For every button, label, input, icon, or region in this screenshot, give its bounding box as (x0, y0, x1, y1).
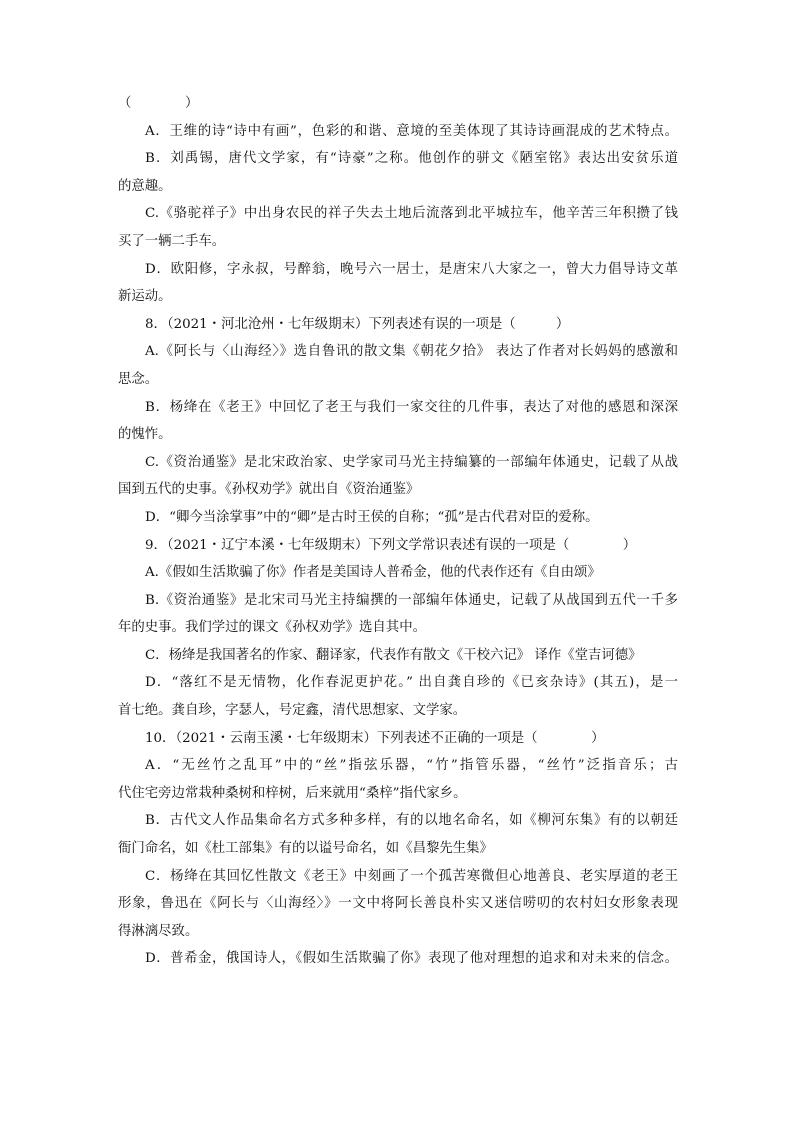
text-line: B．刘禹锡，唐代文学家，有“诗豪”之称。他创作的骈文《陋室铭》表达出安贫乐道 (145, 151, 678, 167)
text-line: 得淋漓尽致。 (118, 923, 199, 939)
text-line: 衙门命名，如《杜工部集》有的以谥号命名，如《昌黎先生集》 (118, 841, 493, 857)
text-line: D．普希金，俄国诗人，《假如生活欺骗了你》表现了他对理想的追求和对未来的信念。 (145, 951, 678, 967)
text-line: 首七绝。龚自珍，字瑟人，号定鑫，清代思想家、文学家。 (118, 703, 467, 719)
text-line: 形象，鲁迅在《阿长与〈山海经〉》一文中将阿长善良朴实又迷信唠叨的农村妇女形象表现 (118, 896, 678, 912)
text-line: D．欧阳修，字永叔，号醉翁，晚号六一居士，是唐宋八大家之一，曾大力倡导诗文革 (145, 261, 678, 277)
text-line: 代住宅旁边常栽种桑树和梓树，后来就用“桑梓”指代家乡。 (118, 785, 467, 801)
text-line: 的愧怍。 (118, 427, 172, 443)
text-line: D．“落红不是无情物，化作春泥更护花。” 出自龚自珍的《已亥杂诗》(其五)，是一 (145, 675, 678, 691)
text-line: 思念。 (118, 371, 159, 387)
text-line: C．杨绛在其回忆性散文《老王》中刻画了一个孤苦寒微但心地善良、老实厚道的老王 (145, 868, 678, 884)
text-line: C.《骆驼祥子》中出身农民的祥子失去土地后流落到北平城拉车，他辛苦三年积攒了钱 (145, 206, 678, 222)
text-line: A.《阿长与〈山海经〉》选自鲁讯的散文集《朝花夕拾》 表达了作者对长妈妈的感激和 (145, 344, 678, 360)
text-line: 10．（2021・云南玉溪・七年级期末）下列表述不正确的一项是（ ） (145, 730, 605, 746)
text-line: A.《假如生活欺骗了你》作者是美国诗人普希金，他的代表作还有《自由颂》 (145, 565, 601, 581)
document-page (118, 90, 678, 973)
text-line: B．杨绛在《老王》中回忆了老王与我们一家交往的几件事，表达了对他的感恩和深深 (145, 399, 678, 415)
text-line: D．“卿今当涂掌事”中的“卿”是古时王侯的自称；“孤”是古代君对臣的爱称。 (145, 509, 599, 525)
text-line: 买了一辆二手车。 (118, 233, 226, 249)
text-line: 年的史事。我们学过的课文《孙权劝学》选自其中。 (118, 620, 426, 636)
text-line: 8．（2021・河北沧州・七年级期末）下列表述有误的一项是（ ） (145, 316, 570, 332)
text-line: C．杨绛是我国著名的作家、翻译家，代表作有散文《干校六记》 译作《堂吉诃德》 (145, 647, 642, 663)
text-line: 新运动。 (118, 289, 172, 305)
text-line: C.《资治通鉴》是北宋政治家、史学家司马光主持编纂的一部编年体通史，记载了从战 (145, 454, 678, 470)
text-line: 9．（2021・辽宁本溪・七年级期末）下列文学常识表述有误的一项是（ ） (145, 537, 637, 553)
text-line: B.《资治通鉴》是北宋司马光主持编撰的一部编年体通史，记载了从战国到五代一千多 (145, 592, 678, 608)
text-line: A．“无丝竹之乱耳”中的“丝”指弦乐器，“竹”指管乐器，“丝竹”泛指音乐；古 (145, 758, 678, 774)
text-line: 国到五代的史事。《孙权劝学》就出自《资治通鉴》 (118, 482, 420, 498)
text-line: B．古代文人作品集命名方式多种多样，有的以地名命名，如《柳河东集》有的以朝廷 (145, 813, 678, 829)
text-line: （ ） (118, 96, 199, 111)
text-line: 的意趣。 (118, 178, 172, 194)
text-line: A．王维的诗“诗中有画”，色彩的和谐、意境的至美体现了其诗诗画混成的艺术特点。 (145, 123, 678, 139)
